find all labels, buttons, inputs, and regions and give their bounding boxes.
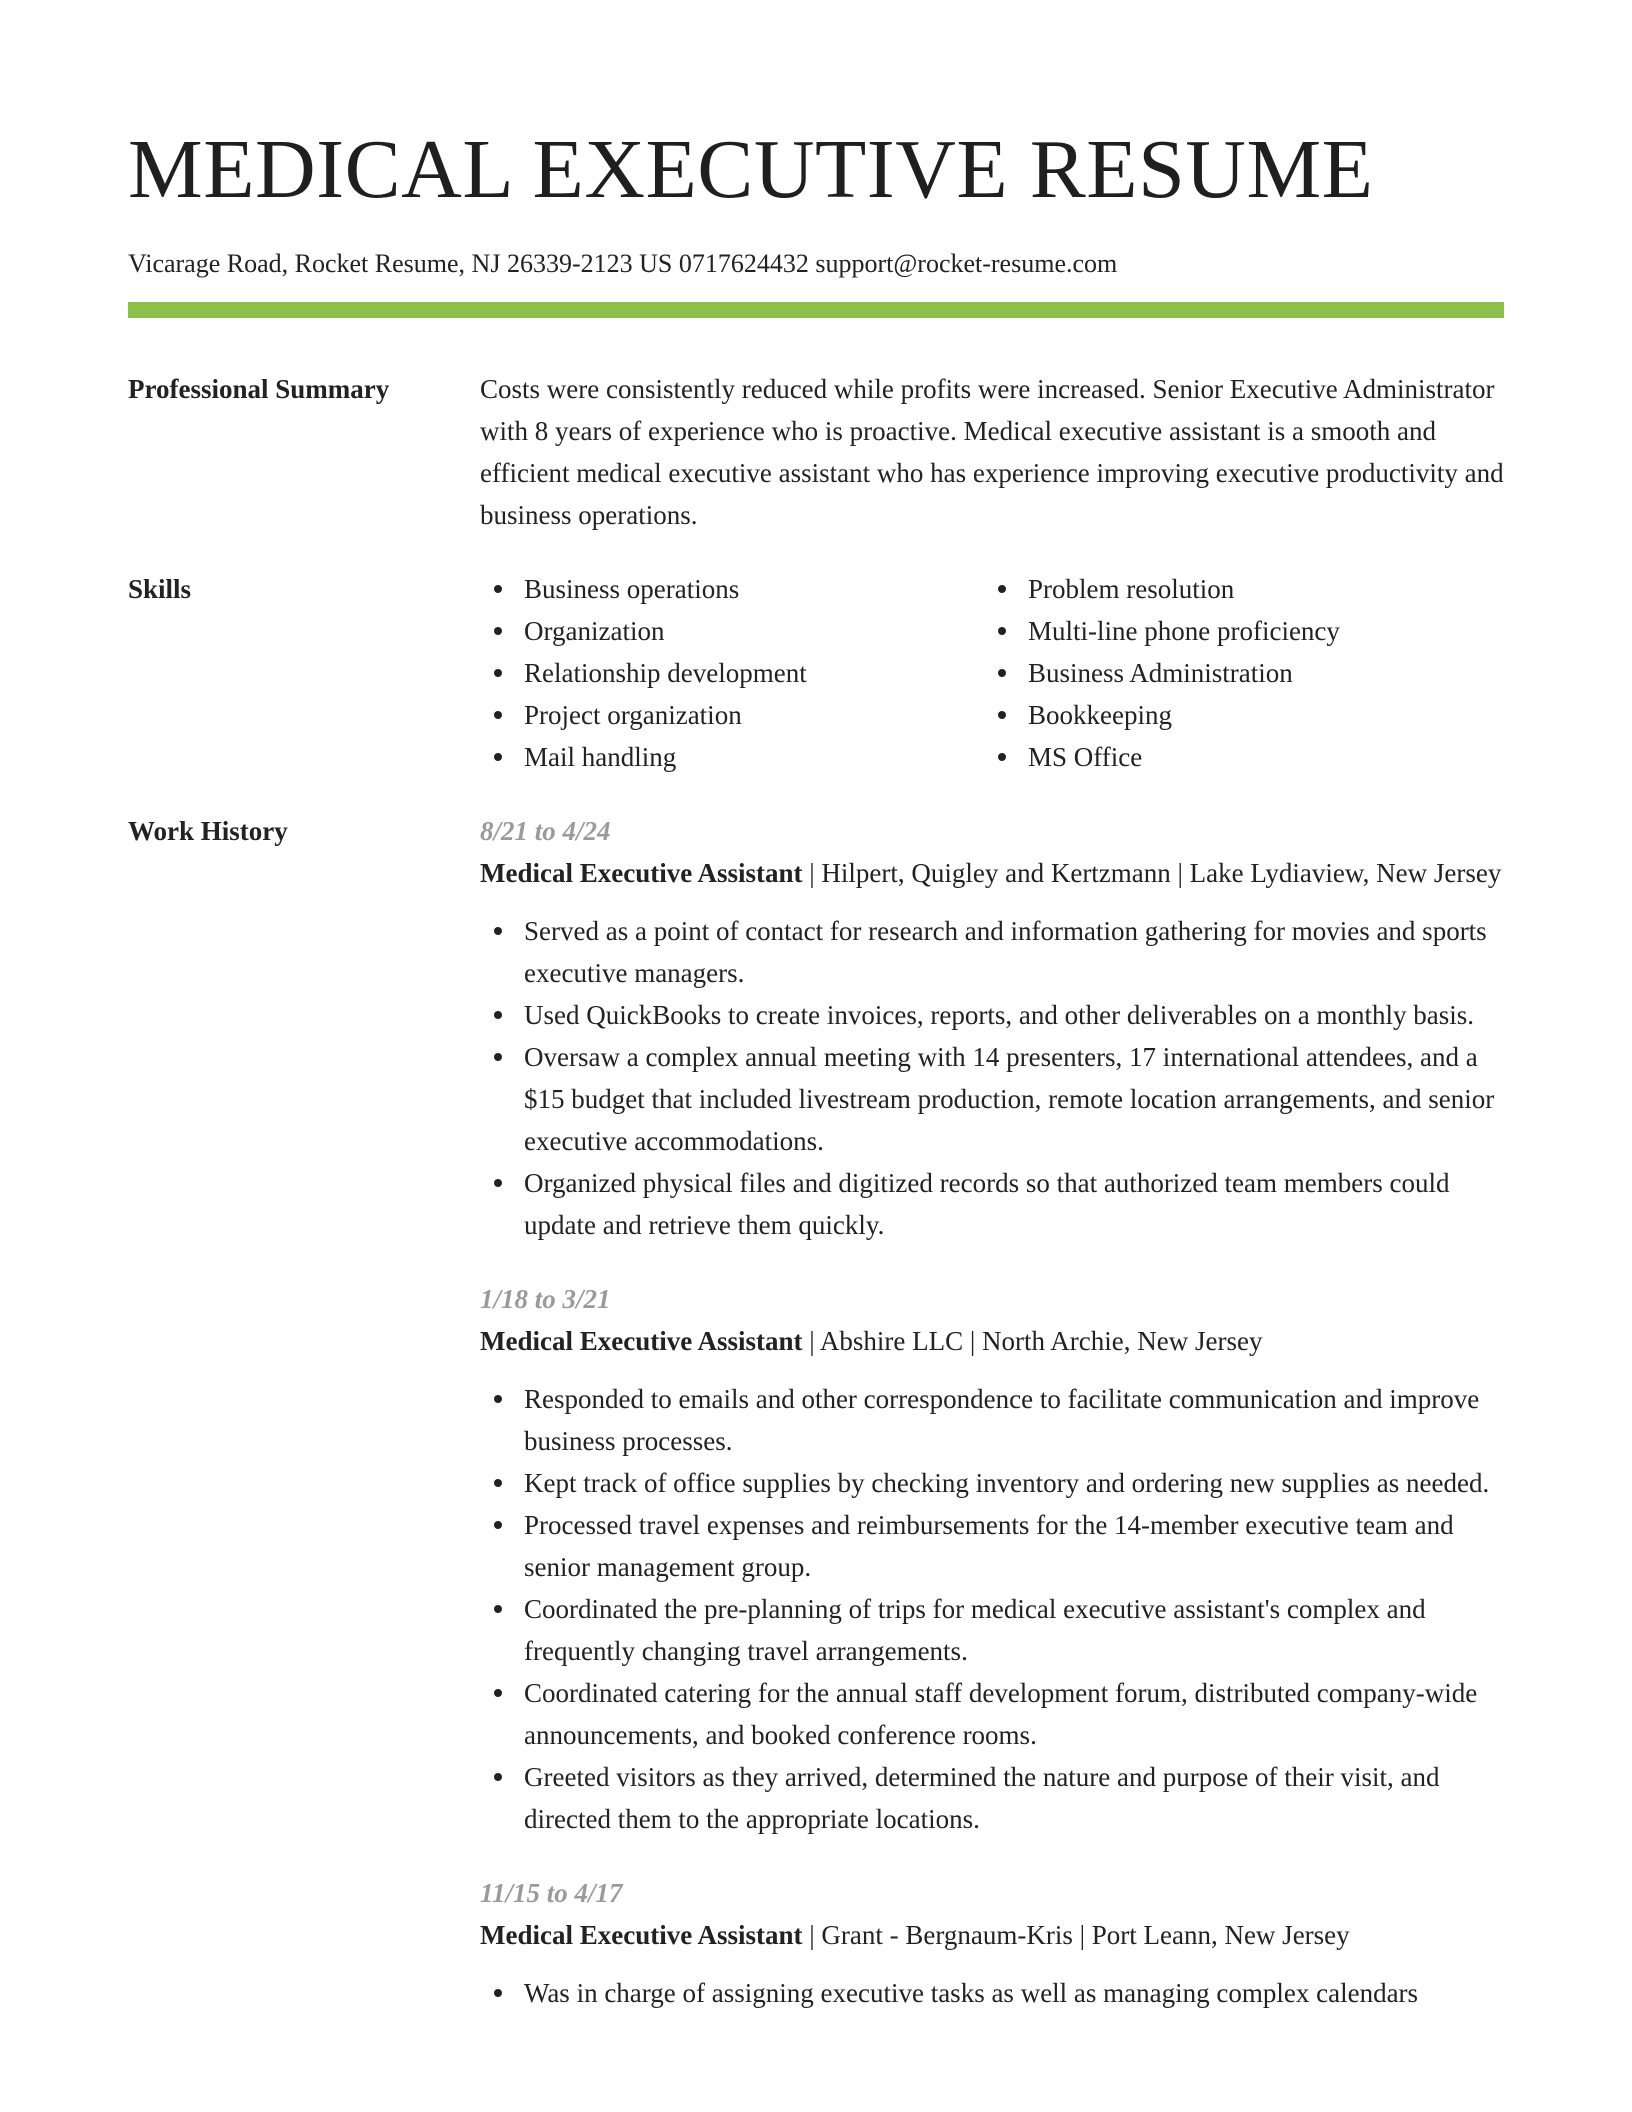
work-history-body	[480, 810, 1504, 2046]
skill-item: Problem resolution	[984, 568, 1488, 610]
job-heading	[480, 1914, 1504, 1956]
job-bullets	[480, 910, 1504, 1246]
job-title: Medical Executive Assistant	[480, 1920, 803, 1950]
skill-item: Bookkeeping	[984, 694, 1488, 736]
skills-list-left	[480, 568, 984, 778]
job-bullet: Greeted visitors as they arrived, determined the nature and purpose of their visit, and directed them to the appropriate locations.	[480, 1756, 1504, 1840]
job-bullet: Oversaw a complex annual meeting with 14 presenters, 17 international attendees, and a $15 budget that included livestream production, remote location arrangements, and senior executive accommodations.	[480, 1036, 1504, 1162]
work-history-label: Work History	[128, 816, 288, 846]
work-history-section	[128, 810, 1504, 2046]
job-entry	[480, 1278, 1504, 1840]
job-bullet: Kept track of office supplies by checking inventory and ordering new supplies as needed.	[480, 1462, 1504, 1504]
skill-item: Relationship development	[480, 652, 984, 694]
skill-item: Mail handling	[480, 736, 984, 778]
job-bullet: Organized physical files and digitized records so that authorized team members could update and retrieve them quickly.	[480, 1162, 1504, 1246]
contact-info: Vicarage Road, Rocket Resume, NJ 26339-2123 US 0717624432 support@rocket-resume.com	[128, 249, 1118, 278]
job-bullet: Was in charge of assigning executive tasks as well as managing complex calendars	[480, 1972, 1504, 2014]
job-title: Medical Executive Assistant	[480, 1326, 803, 1356]
job-entry	[480, 810, 1504, 1246]
skills-label: Skills	[128, 574, 192, 604]
skills-body	[480, 568, 1504, 778]
resume-page	[128, 120, 1504, 2046]
job-entry	[480, 1872, 1504, 2014]
job-company-location: | Abshire LLC | North Archie, New Jersey	[802, 1326, 1263, 1356]
job-dates: 1/18 to 3/21	[480, 1284, 611, 1314]
job-dates: 11/15 to 4/17	[480, 1878, 623, 1908]
job-company-location: | Grant - Bergnaum-Kris | Port Leann, New Jersey	[802, 1920, 1350, 1950]
summary-section	[128, 368, 1504, 536]
summary-label: Professional Summary	[128, 374, 390, 404]
resume-title: MEDICAL EXECUTIVE RESUME	[128, 123, 1374, 216]
job-bullet: Processed travel expenses and reimbursements for the 14-member executive team and senior management group.	[480, 1504, 1504, 1588]
skill-item: Multi-line phone proficiency	[984, 610, 1488, 652]
job-bullets	[480, 1972, 1504, 2014]
job-bullets	[480, 1378, 1504, 1840]
job-heading	[480, 852, 1504, 894]
job-bullet: Used QuickBooks to create invoices, reports, and other deliverables on a monthly basis.	[480, 994, 1504, 1036]
job-dates: 8/21 to 4/24	[480, 816, 611, 846]
accent-divider	[128, 302, 1504, 318]
summary-text: Costs were consistently reduced while profits were increased. Senior Executive Administrator with 8 years of experience who is proactive. Medical executive assistant is a smooth and efficient medical executive assistant who has experience improving executive productivity and business operations.	[480, 374, 1504, 530]
job-bullet: Responded to emails and other correspondence to facilitate communication and improve business processes.	[480, 1378, 1504, 1462]
skill-item: Project organization	[480, 694, 984, 736]
job-title: Medical Executive Assistant	[480, 858, 803, 888]
skills-section	[128, 568, 1504, 778]
job-bullet: Coordinated the pre-planning of trips for medical executive assistant's complex and frequently changing travel arrangements.	[480, 1588, 1504, 1672]
skill-item: Business Administration	[984, 652, 1488, 694]
job-bullet: Coordinated catering for the annual staff development forum, distributed company-wide announcements, and booked conference rooms.	[480, 1672, 1504, 1756]
skill-item: Business operations	[480, 568, 984, 610]
job-bullet: Served as a point of contact for research and information gathering for movies and sports executive managers.	[480, 910, 1504, 994]
skill-item: Organization	[480, 610, 984, 652]
skill-item: MS Office	[984, 736, 1488, 778]
job-company-location: | Hilpert, Quigley and Kertzmann | Lake Lydiaview, New Jersey	[802, 858, 1502, 888]
job-heading	[480, 1320, 1504, 1362]
skills-columns	[480, 568, 1504, 778]
skills-list-right	[984, 568, 1488, 778]
